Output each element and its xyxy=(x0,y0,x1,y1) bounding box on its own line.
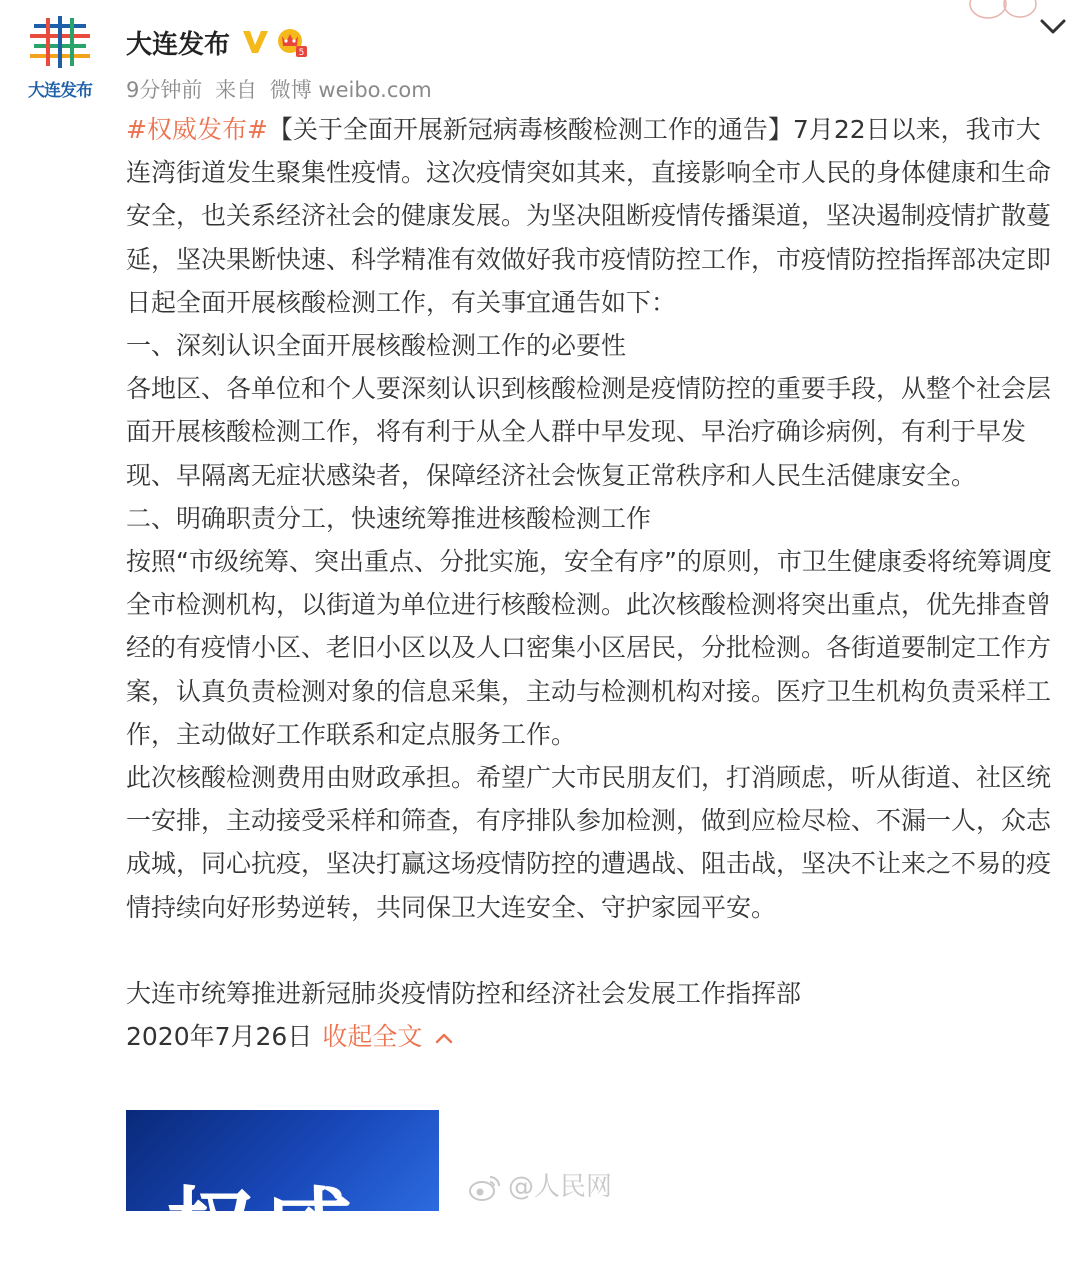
post-image[interactable] xyxy=(126,1110,439,1281)
avatar-label: 大连发布 xyxy=(28,81,92,101)
section-heading-1: 一、深刻认识全面开展核酸检测工作的必要性 xyxy=(126,331,627,361)
chevron-up-icon xyxy=(434,1031,454,1045)
stamp-decoration-icon xyxy=(968,0,1038,22)
post-date: 2020年7月26日 xyxy=(126,1022,313,1052)
section-paragraph-1: 各地区、各单位和个人要深刻认识到核酸检测是疫情防控的重要手段，从整个社会层面开展核酸检测工作，将有利于从全人群中早发现、早治疗确诊病例，有利于早发现、早隔离无症状感染者，保障经济社会恢复正常秩序和人民生活健康安全。 xyxy=(126,374,1052,490)
post-content xyxy=(126,108,1061,1058)
section-paragraph-3: 此次核酸检测费用由财政承担。希望广大市民朋友们，打消顾虑，听从街道、社区统一安排，主动接受采样和筛查，有序排队参加检测，做到应检尽检、不漏一人，众志成城，同心抗疫，坚决打赢这场疫情防控的遭遇战、阻击战，坚决不让来之不易的疫情持续向好形势逆转，共同保卫大连安全、守护家园平安。 xyxy=(126,763,1052,922)
watermark xyxy=(468,1166,612,1203)
intro-paragraph xyxy=(126,108,1061,324)
post-image-text: 权威 xyxy=(166,1177,363,1281)
weibo-logo-icon xyxy=(468,1174,502,1202)
topic-tag[interactable]: #权威发布# xyxy=(126,115,268,144)
section-paragraph-2: 按照“市级统筹、突出重点、分批实施，安全有序”的原则，市卫生健康委将统筹调度全市检测机构，以街道为单位进行核酸检测。此次核酸检测将突出重点，优先排查曾经的有疫情小区、老旧小区以及人口密集小区居民，分批检测。各街道要制定工作方案，认真负责检测对象的信息采集，主动与检测机构对接。医疗卫生机构负责采样工作，主动做好工作联系和定点服务工作。 xyxy=(126,547,1052,749)
watermark-text: @人民网 xyxy=(508,1172,613,1202)
username[interactable]: 大连发布 xyxy=(126,30,231,60)
section-heading-2: 二、明确职责分工，快速统筹推进核酸检测工作 xyxy=(126,503,652,533)
spacer xyxy=(126,929,1061,972)
post-source[interactable]: 微博 weibo.com xyxy=(269,78,432,102)
signature: 大连市统筹推进新冠肺炎疫情防控和经济社会发展工作指挥部 xyxy=(126,979,802,1009)
post-meta xyxy=(126,74,438,104)
intro-text: 【关于全面开展新冠病毒核酸检测工作的通告】7月22日以来，我市大连湾街道发生聚集性疫情。这次疫情突如其来，直接影响全市人民的身体健康和生命安全，也关系经济社会的健康发展。为坚决阻断疫情传播渠道，坚决遏制疫情扩散蔓延，坚决果断快速、科学精准有效做好我市疫情防控工作，市疫情防控指挥部决定即日起全面开展核酸检测工作，有关事宜通告如下： xyxy=(126,115,1052,317)
collapse-button[interactable] xyxy=(322,1022,454,1051)
chevron-down-icon[interactable] xyxy=(1038,16,1068,38)
avatar[interactable] xyxy=(20,14,100,102)
post-time: 9分钟前 xyxy=(126,78,203,102)
dalian-logo-icon xyxy=(20,14,100,74)
source-prefix: 来自 xyxy=(215,78,258,102)
date-line xyxy=(126,1015,1061,1058)
collapse-label: 收起全文 xyxy=(322,1022,423,1052)
svg-text:5: 5 xyxy=(298,48,305,58)
verified-v-icon xyxy=(240,26,270,56)
vip-crown-icon xyxy=(276,24,308,58)
